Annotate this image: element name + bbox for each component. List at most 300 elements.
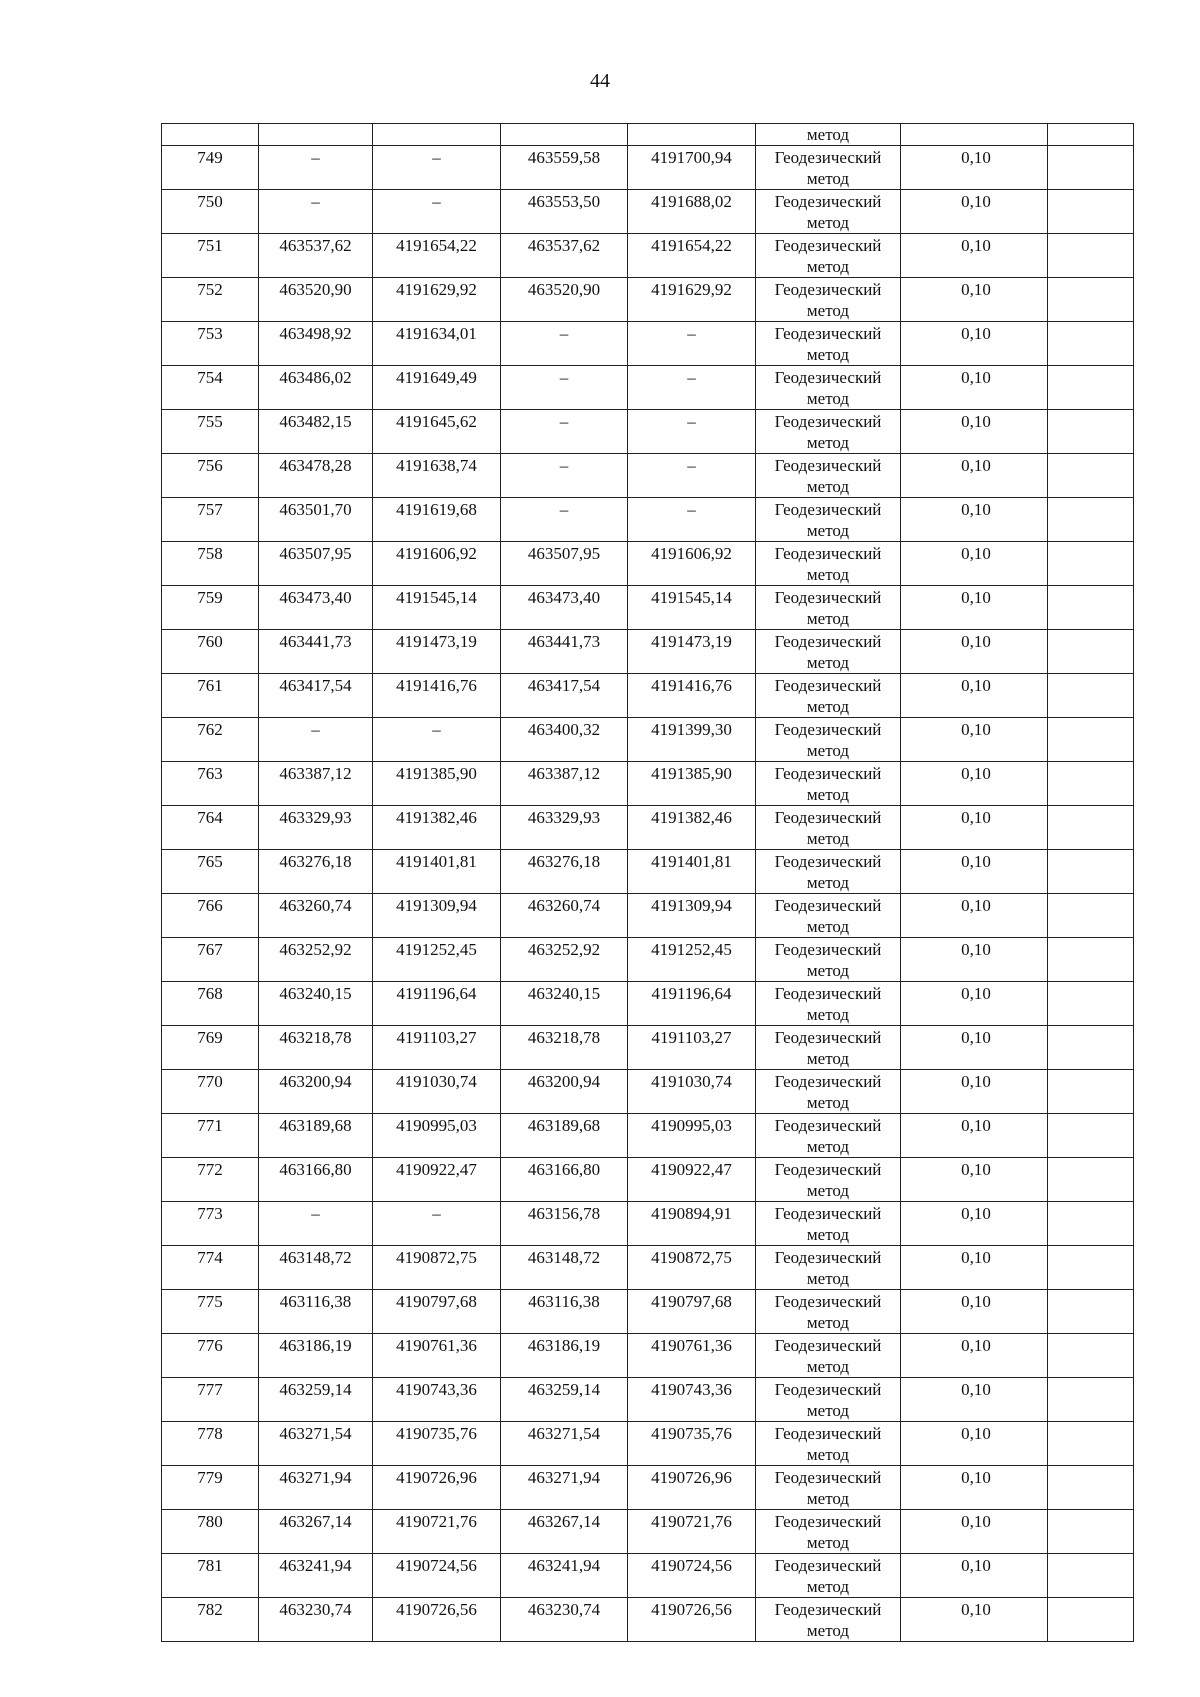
existing-x-cell: 463267,14 bbox=[259, 1510, 373, 1554]
point-number-cell: 777 bbox=[162, 1378, 259, 1422]
description-cell bbox=[1048, 938, 1134, 982]
new-x-cell: 463156,78 bbox=[501, 1202, 628, 1246]
new-y-cell: 4190922,47 bbox=[628, 1158, 756, 1202]
description-cell bbox=[1048, 454, 1134, 498]
existing-x-cell: 463259,14 bbox=[259, 1378, 373, 1422]
method-cell: Геодезический метод bbox=[756, 410, 901, 454]
existing-y-cell: – bbox=[373, 718, 501, 762]
point-number-cell: 774 bbox=[162, 1246, 259, 1290]
precision-cell: 0,10 bbox=[901, 542, 1048, 586]
method-cell: Геодезический метод bbox=[756, 850, 901, 894]
new-y-cell: 4191654,22 bbox=[628, 234, 756, 278]
precision-cell: 0,10 bbox=[901, 1554, 1048, 1598]
existing-x-cell: 463417,54 bbox=[259, 674, 373, 718]
existing-x-cell: 463230,74 bbox=[259, 1598, 373, 1642]
existing-x-cell: 463482,15 bbox=[259, 410, 373, 454]
description-cell bbox=[1048, 1510, 1134, 1554]
method-cell: Геодезический метод bbox=[756, 630, 901, 674]
description-cell bbox=[1048, 1554, 1134, 1598]
new-x-cell: 463240,15 bbox=[501, 982, 628, 1026]
existing-y-cell: 4190724,56 bbox=[373, 1554, 501, 1598]
method-cell: Геодезический метод bbox=[756, 1422, 901, 1466]
existing-y-cell: 4191252,45 bbox=[373, 938, 501, 982]
description-cell bbox=[1048, 1334, 1134, 1378]
table-row bbox=[162, 410, 1134, 454]
method-cell: Геодезический метод bbox=[756, 278, 901, 322]
description-cell bbox=[1048, 1246, 1134, 1290]
new-y-cell: 4190761,36 bbox=[628, 1334, 756, 1378]
table-row bbox=[162, 1378, 1134, 1422]
existing-x-cell: – bbox=[259, 718, 373, 762]
existing-y-cell: 4191473,19 bbox=[373, 630, 501, 674]
existing-y-cell: 4191606,92 bbox=[373, 542, 501, 586]
new-y-cell: 4191473,19 bbox=[628, 630, 756, 674]
existing-y-cell: 4191638,74 bbox=[373, 454, 501, 498]
new-y-cell: 4190995,03 bbox=[628, 1114, 756, 1158]
description-cell bbox=[1048, 586, 1134, 630]
description-cell bbox=[1048, 762, 1134, 806]
table-row bbox=[162, 938, 1134, 982]
precision-cell: 0,10 bbox=[901, 894, 1048, 938]
new-x-cell: 463473,40 bbox=[501, 586, 628, 630]
point-number-cell: 782 bbox=[162, 1598, 259, 1642]
page-number: 44 bbox=[590, 70, 610, 92]
precision-cell: 0,10 bbox=[901, 1246, 1048, 1290]
method-cell: метод bbox=[756, 124, 901, 146]
method-cell: Геодезический метод bbox=[756, 1598, 901, 1642]
new-y-cell: 4190797,68 bbox=[628, 1290, 756, 1334]
point-number-cell: 781 bbox=[162, 1554, 259, 1598]
description-cell bbox=[1048, 1026, 1134, 1070]
precision-cell bbox=[901, 124, 1048, 146]
table-row bbox=[162, 586, 1134, 630]
point-number-cell: 778 bbox=[162, 1422, 259, 1466]
precision-cell: 0,10 bbox=[901, 586, 1048, 630]
existing-y-cell: 4190922,47 bbox=[373, 1158, 501, 1202]
method-cell: Геодезический метод bbox=[756, 454, 901, 498]
existing-y-cell: 4190995,03 bbox=[373, 1114, 501, 1158]
description-cell bbox=[1048, 190, 1134, 234]
point-number-cell: 772 bbox=[162, 1158, 259, 1202]
method-cell: Геодезический метод bbox=[756, 1114, 901, 1158]
existing-x-cell: 463200,94 bbox=[259, 1070, 373, 1114]
existing-y-cell: 4190726,56 bbox=[373, 1598, 501, 1642]
method-cell: Геодезический метод bbox=[756, 674, 901, 718]
existing-x-cell: – bbox=[259, 1202, 373, 1246]
existing-y-cell: 4191385,90 bbox=[373, 762, 501, 806]
precision-cell: 0,10 bbox=[901, 982, 1048, 1026]
existing-y-cell: 4191401,81 bbox=[373, 850, 501, 894]
point-number-cell: 770 bbox=[162, 1070, 259, 1114]
point-number-cell: 767 bbox=[162, 938, 259, 982]
description-cell bbox=[1048, 674, 1134, 718]
precision-cell: 0,10 bbox=[901, 322, 1048, 366]
new-y-cell: 4191385,90 bbox=[628, 762, 756, 806]
method-cell: Геодезический метод bbox=[756, 1026, 901, 1070]
point-number-cell: 760 bbox=[162, 630, 259, 674]
point-number-cell: 753 bbox=[162, 322, 259, 366]
new-x-cell: 463559,58 bbox=[501, 146, 628, 190]
description-cell bbox=[1048, 542, 1134, 586]
existing-y-cell: 4191649,49 bbox=[373, 366, 501, 410]
new-x-cell: 463271,94 bbox=[501, 1466, 628, 1510]
existing-x-cell: 463218,78 bbox=[259, 1026, 373, 1070]
table-row bbox=[162, 190, 1134, 234]
new-y-cell: – bbox=[628, 454, 756, 498]
new-y-cell: 4190743,36 bbox=[628, 1378, 756, 1422]
description-cell bbox=[1048, 1158, 1134, 1202]
description-cell bbox=[1048, 278, 1134, 322]
table-row bbox=[162, 1510, 1134, 1554]
description-cell bbox=[1048, 322, 1134, 366]
method-cell: Геодезический метод bbox=[756, 322, 901, 366]
existing-y-cell: 4191629,92 bbox=[373, 278, 501, 322]
new-x-cell: 463441,73 bbox=[501, 630, 628, 674]
table-row bbox=[162, 278, 1134, 322]
description-cell bbox=[1048, 1378, 1134, 1422]
existing-x-cell: 463507,95 bbox=[259, 542, 373, 586]
new-x-cell: 463252,92 bbox=[501, 938, 628, 982]
method-cell: Геодезический метод bbox=[756, 146, 901, 190]
new-y-cell: 4190894,91 bbox=[628, 1202, 756, 1246]
existing-y-cell: 4190726,96 bbox=[373, 1466, 501, 1510]
new-y-cell: – bbox=[628, 366, 756, 410]
description-cell bbox=[1048, 124, 1134, 146]
new-x-cell: 463329,93 bbox=[501, 806, 628, 850]
existing-x-cell: – bbox=[259, 146, 373, 190]
table-row bbox=[162, 1554, 1134, 1598]
table-row bbox=[162, 718, 1134, 762]
description-cell bbox=[1048, 1422, 1134, 1466]
description-cell bbox=[1048, 718, 1134, 762]
new-x-cell: 463267,14 bbox=[501, 1510, 628, 1554]
point-number-cell: 749 bbox=[162, 146, 259, 190]
point-number-cell: 759 bbox=[162, 586, 259, 630]
existing-x-cell: 463148,72 bbox=[259, 1246, 373, 1290]
description-cell bbox=[1048, 410, 1134, 454]
method-cell: Геодезический метод bbox=[756, 1158, 901, 1202]
new-y-cell: 4190872,75 bbox=[628, 1246, 756, 1290]
new-x-cell: 463520,90 bbox=[501, 278, 628, 322]
method-cell: Геодезический метод bbox=[756, 762, 901, 806]
existing-y-cell: 4191196,64 bbox=[373, 982, 501, 1026]
description-cell bbox=[1048, 630, 1134, 674]
precision-cell: 0,10 bbox=[901, 410, 1048, 454]
precision-cell: 0,10 bbox=[901, 1334, 1048, 1378]
description-cell bbox=[1048, 1466, 1134, 1510]
point-number-cell: 758 bbox=[162, 542, 259, 586]
description-cell bbox=[1048, 806, 1134, 850]
precision-cell: 0,10 bbox=[901, 1598, 1048, 1642]
precision-cell: 0,10 bbox=[901, 850, 1048, 894]
point-number-cell: 779 bbox=[162, 1466, 259, 1510]
table-row bbox=[162, 850, 1134, 894]
method-cell: Геодезический метод bbox=[756, 190, 901, 234]
table-row bbox=[162, 498, 1134, 542]
table-row bbox=[162, 1246, 1134, 1290]
method-cell: Геодезический метод bbox=[756, 498, 901, 542]
precision-cell: 0,10 bbox=[901, 762, 1048, 806]
method-cell: Геодезический метод bbox=[756, 1334, 901, 1378]
point-number-cell: 757 bbox=[162, 498, 259, 542]
new-x-cell: 463387,12 bbox=[501, 762, 628, 806]
new-y-cell: 4191688,02 bbox=[628, 190, 756, 234]
precision-cell: 0,10 bbox=[901, 1422, 1048, 1466]
new-x-cell: 463148,72 bbox=[501, 1246, 628, 1290]
table-row bbox=[162, 1290, 1134, 1334]
new-x-cell: 463166,80 bbox=[501, 1158, 628, 1202]
method-cell: Геодезический метод bbox=[756, 938, 901, 982]
existing-x-cell: 463166,80 bbox=[259, 1158, 373, 1202]
new-y-cell: – bbox=[628, 498, 756, 542]
existing-y-cell: 4191416,76 bbox=[373, 674, 501, 718]
new-x-cell: 463400,32 bbox=[501, 718, 628, 762]
precision-cell: 0,10 bbox=[901, 1026, 1048, 1070]
precision-cell: 0,10 bbox=[901, 1466, 1048, 1510]
new-y-cell: 4191382,46 bbox=[628, 806, 756, 850]
new-y-cell: 4191606,92 bbox=[628, 542, 756, 586]
existing-x-cell: 463473,40 bbox=[259, 586, 373, 630]
precision-cell: 0,10 bbox=[901, 498, 1048, 542]
existing-x-cell: 463241,94 bbox=[259, 1554, 373, 1598]
point-number-cell: 769 bbox=[162, 1026, 259, 1070]
new-x-cell: 463537,62 bbox=[501, 234, 628, 278]
description-cell bbox=[1048, 1114, 1134, 1158]
description-cell bbox=[1048, 1070, 1134, 1114]
description-cell bbox=[1048, 1202, 1134, 1246]
new-x-cell: 463230,74 bbox=[501, 1598, 628, 1642]
new-y-cell bbox=[628, 124, 756, 146]
table-row bbox=[162, 894, 1134, 938]
method-cell: Геодезический метод bbox=[756, 718, 901, 762]
point-number-cell: 764 bbox=[162, 806, 259, 850]
table-row bbox=[162, 1114, 1134, 1158]
existing-y-cell: 4191634,01 bbox=[373, 322, 501, 366]
method-cell: Геодезический метод bbox=[756, 894, 901, 938]
table-row bbox=[162, 630, 1134, 674]
existing-x-cell: 463116,38 bbox=[259, 1290, 373, 1334]
existing-y-cell: 4190872,75 bbox=[373, 1246, 501, 1290]
method-cell: Геодезический метод bbox=[756, 1246, 901, 1290]
description-cell bbox=[1048, 366, 1134, 410]
precision-cell: 0,10 bbox=[901, 234, 1048, 278]
existing-x-cell: 463186,19 bbox=[259, 1334, 373, 1378]
new-y-cell: 4191103,27 bbox=[628, 1026, 756, 1070]
description-cell bbox=[1048, 234, 1134, 278]
existing-y-cell: 4191545,14 bbox=[373, 586, 501, 630]
method-cell: Геодезический метод bbox=[756, 234, 901, 278]
method-cell: Геодезический метод bbox=[756, 1290, 901, 1334]
new-y-cell: 4191700,94 bbox=[628, 146, 756, 190]
new-x-cell: 463276,18 bbox=[501, 850, 628, 894]
table-row bbox=[162, 762, 1134, 806]
existing-y-cell: 4191382,46 bbox=[373, 806, 501, 850]
new-x-cell: 463553,50 bbox=[501, 190, 628, 234]
description-cell bbox=[1048, 1290, 1134, 1334]
new-x-cell: 463241,94 bbox=[501, 1554, 628, 1598]
new-x-cell: – bbox=[501, 454, 628, 498]
precision-cell: 0,10 bbox=[901, 1378, 1048, 1422]
precision-cell: 0,10 bbox=[901, 1070, 1048, 1114]
new-x-cell bbox=[501, 124, 628, 146]
table-row bbox=[162, 234, 1134, 278]
method-cell: Геодезический метод bbox=[756, 1466, 901, 1510]
existing-x-cell: 463189,68 bbox=[259, 1114, 373, 1158]
precision-cell: 0,10 bbox=[901, 1114, 1048, 1158]
existing-y-cell: – bbox=[373, 190, 501, 234]
new-y-cell: – bbox=[628, 322, 756, 366]
method-cell: Геодезический метод bbox=[756, 806, 901, 850]
table-row bbox=[162, 146, 1134, 190]
table-row bbox=[162, 674, 1134, 718]
table-row bbox=[162, 1466, 1134, 1510]
existing-x-cell: – bbox=[259, 190, 373, 234]
point-number-cell: 771 bbox=[162, 1114, 259, 1158]
method-cell: Геодезический метод bbox=[756, 1202, 901, 1246]
precision-cell: 0,10 bbox=[901, 718, 1048, 762]
point-number-cell: 776 bbox=[162, 1334, 259, 1378]
precision-cell: 0,10 bbox=[901, 630, 1048, 674]
method-cell: Геодезический метод bbox=[756, 1554, 901, 1598]
precision-cell: 0,10 bbox=[901, 190, 1048, 234]
table-row bbox=[162, 1026, 1134, 1070]
precision-cell: 0,10 bbox=[901, 454, 1048, 498]
table-row bbox=[162, 322, 1134, 366]
new-x-cell: 463186,19 bbox=[501, 1334, 628, 1378]
point-number-cell: 763 bbox=[162, 762, 259, 806]
point-number-cell: 755 bbox=[162, 410, 259, 454]
existing-x-cell: 463478,28 bbox=[259, 454, 373, 498]
existing-x-cell: 463240,15 bbox=[259, 982, 373, 1026]
point-number-cell: 773 bbox=[162, 1202, 259, 1246]
new-x-cell: – bbox=[501, 322, 628, 366]
new-x-cell: 463271,54 bbox=[501, 1422, 628, 1466]
method-cell: Геодезический метод bbox=[756, 542, 901, 586]
method-cell: Геодезический метод bbox=[756, 366, 901, 410]
new-y-cell: 4191545,14 bbox=[628, 586, 756, 630]
new-x-cell: 463507,95 bbox=[501, 542, 628, 586]
existing-x-cell: 463486,02 bbox=[259, 366, 373, 410]
description-cell bbox=[1048, 498, 1134, 542]
new-x-cell: 463218,78 bbox=[501, 1026, 628, 1070]
table-row bbox=[162, 366, 1134, 410]
precision-cell: 0,10 bbox=[901, 1158, 1048, 1202]
description-cell bbox=[1048, 894, 1134, 938]
new-x-cell: 463417,54 bbox=[501, 674, 628, 718]
existing-y-cell: 4191103,27 bbox=[373, 1026, 501, 1070]
existing-y-cell: 4191619,68 bbox=[373, 498, 501, 542]
existing-y-cell: 4190743,36 bbox=[373, 1378, 501, 1422]
existing-y-cell: – bbox=[373, 1202, 501, 1246]
precision-cell: 0,10 bbox=[901, 146, 1048, 190]
existing-x-cell: 463520,90 bbox=[259, 278, 373, 322]
existing-x-cell: 463271,54 bbox=[259, 1422, 373, 1466]
new-y-cell: 4191030,74 bbox=[628, 1070, 756, 1114]
existing-x-cell: 463260,74 bbox=[259, 894, 373, 938]
new-y-cell: 4190724,56 bbox=[628, 1554, 756, 1598]
new-x-cell: 463260,74 bbox=[501, 894, 628, 938]
point-number-cell: 766 bbox=[162, 894, 259, 938]
existing-x-cell: 463441,73 bbox=[259, 630, 373, 674]
method-cell: Геодезический метод bbox=[756, 982, 901, 1026]
description-cell bbox=[1048, 146, 1134, 190]
description-cell bbox=[1048, 850, 1134, 894]
method-cell: Геодезический метод bbox=[756, 586, 901, 630]
new-y-cell: 4191629,92 bbox=[628, 278, 756, 322]
existing-x-cell: 463387,12 bbox=[259, 762, 373, 806]
new-x-cell: – bbox=[501, 366, 628, 410]
precision-cell: 0,10 bbox=[901, 1510, 1048, 1554]
existing-y-cell: 4190797,68 bbox=[373, 1290, 501, 1334]
new-x-cell: 463259,14 bbox=[501, 1378, 628, 1422]
point-number-cell: 754 bbox=[162, 366, 259, 410]
existing-y-cell: – bbox=[373, 146, 501, 190]
new-y-cell: 4191399,30 bbox=[628, 718, 756, 762]
coordinates-table bbox=[161, 123, 1134, 1642]
existing-y-cell: 4191654,22 bbox=[373, 234, 501, 278]
new-x-cell: 463200,94 bbox=[501, 1070, 628, 1114]
existing-x-cell: 463252,92 bbox=[259, 938, 373, 982]
precision-cell: 0,10 bbox=[901, 806, 1048, 850]
existing-x-cell bbox=[259, 124, 373, 146]
continuation-row bbox=[162, 124, 1134, 146]
method-cell: Геодезический метод bbox=[756, 1070, 901, 1114]
existing-x-cell: 463276,18 bbox=[259, 850, 373, 894]
table-row bbox=[162, 1202, 1134, 1246]
new-x-cell: – bbox=[501, 498, 628, 542]
precision-cell: 0,10 bbox=[901, 674, 1048, 718]
precision-cell: 0,10 bbox=[901, 1290, 1048, 1334]
table-row bbox=[162, 454, 1134, 498]
table-row bbox=[162, 982, 1134, 1026]
table-row bbox=[162, 1598, 1134, 1642]
existing-x-cell: 463271,94 bbox=[259, 1466, 373, 1510]
new-y-cell: 4191196,64 bbox=[628, 982, 756, 1026]
existing-y-cell: 4190761,36 bbox=[373, 1334, 501, 1378]
existing-y-cell: 4190721,76 bbox=[373, 1510, 501, 1554]
existing-x-cell: 463329,93 bbox=[259, 806, 373, 850]
method-cell: Геодезический метод bbox=[756, 1510, 901, 1554]
new-y-cell: – bbox=[628, 410, 756, 454]
new-y-cell: 4191252,45 bbox=[628, 938, 756, 982]
new-y-cell: 4190726,56 bbox=[628, 1598, 756, 1642]
precision-cell: 0,10 bbox=[901, 1202, 1048, 1246]
description-cell bbox=[1048, 982, 1134, 1026]
new-x-cell: 463116,38 bbox=[501, 1290, 628, 1334]
new-y-cell: 4190721,76 bbox=[628, 1510, 756, 1554]
existing-x-cell: 463537,62 bbox=[259, 234, 373, 278]
point-number-cell: 780 bbox=[162, 1510, 259, 1554]
new-x-cell: – bbox=[501, 410, 628, 454]
description-cell bbox=[1048, 1598, 1134, 1642]
precision-cell: 0,10 bbox=[901, 366, 1048, 410]
method-cell: Геодезический метод bbox=[756, 1378, 901, 1422]
point-number-cell: 756 bbox=[162, 454, 259, 498]
existing-y-cell bbox=[373, 124, 501, 146]
new-y-cell: 4191416,76 bbox=[628, 674, 756, 718]
point-number-cell: 762 bbox=[162, 718, 259, 762]
new-x-cell: 463189,68 bbox=[501, 1114, 628, 1158]
new-y-cell: 4190735,76 bbox=[628, 1422, 756, 1466]
existing-y-cell: 4190735,76 bbox=[373, 1422, 501, 1466]
table-row bbox=[162, 1070, 1134, 1114]
existing-y-cell: 4191309,94 bbox=[373, 894, 501, 938]
existing-y-cell: 4191645,62 bbox=[373, 410, 501, 454]
existing-x-cell: 463498,92 bbox=[259, 322, 373, 366]
table-row bbox=[162, 806, 1134, 850]
table-row bbox=[162, 1422, 1134, 1466]
point-number-cell: 775 bbox=[162, 1290, 259, 1334]
